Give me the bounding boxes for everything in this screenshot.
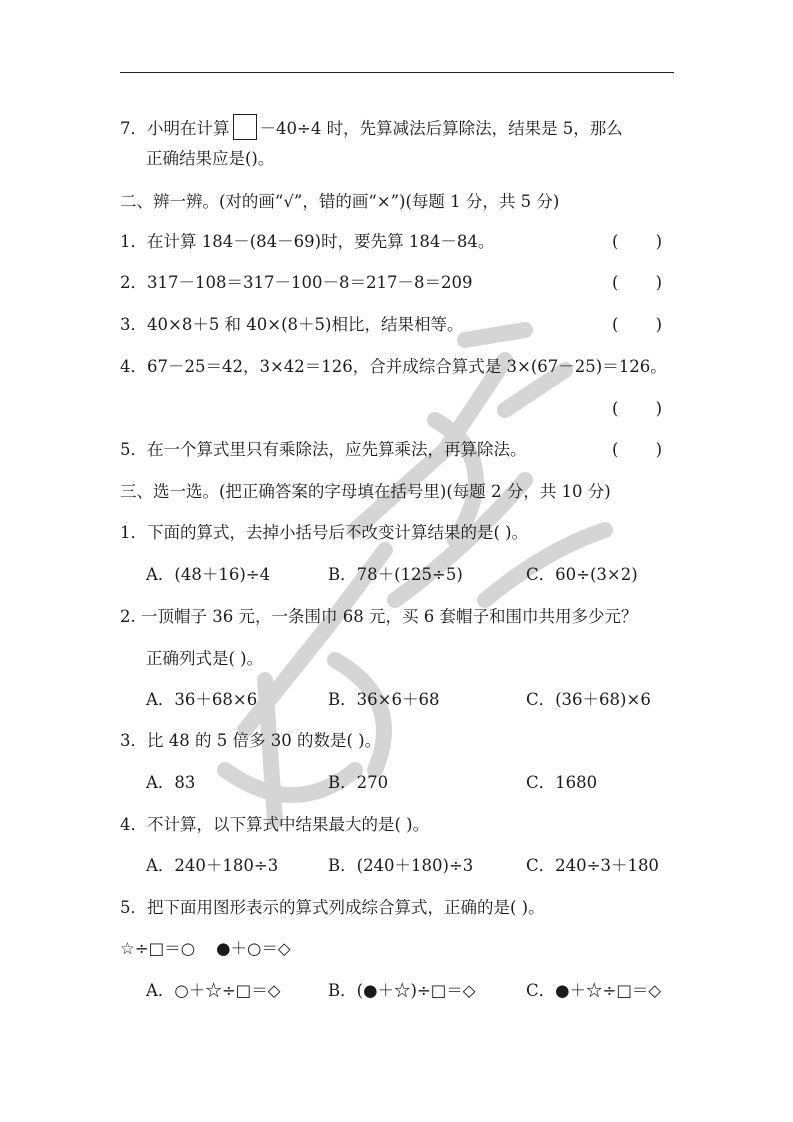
s3-q3-option-a: A．83 [146,773,196,792]
s3-q4-option-b: B．(240＋180)÷3 [328,856,474,875]
paren-close: ) [655,440,662,459]
s2-item-4: 4．67－25＝42，3×42＝126，合并成综合算式是 3×(67－25)＝126。 [120,357,667,376]
s3-q5-option-c: C．●＋☆÷□＝◇ [526,981,662,1000]
s3-q3-option-b: B．270 [328,773,389,792]
s3-q5-text: 5．把下面用图形表示的算式列成综合算式，正确的是( )。 [120,898,545,917]
s2-answer-paren-1[interactable] [612,232,662,252]
s2-item-5: 5．在一个算式里只有乘除法，应先算乘法，再算除法。 [120,440,527,459]
paren-open: ( [612,232,619,251]
q7-line1 [120,114,623,140]
s2-item-1: 1．在计算 184－(84－69)时，要先算 184－84。 [120,232,495,251]
header-rule [120,72,674,73]
s3-q2-text: 2. 一顶帽子 36 元，一条围巾 68 元，买 6 套帽子和围巾共用多少元？ [120,607,638,626]
s2-item-3: 3．40×8＋5 和 40×(8＋5)相比，结果相等。 [120,315,464,334]
paren-open: ( [612,273,619,292]
s3-q2-text2: 正确列式是( )。 [146,649,264,668]
s2-answer-paren-3[interactable] [612,315,662,335]
s3-q2-option-c: C．(36＋68)×6 [526,690,651,709]
q7-text-part2: －40÷4 时，先算减法后算除法，结果是 5，那么 [259,119,623,138]
section3-heading: 三、选一选。(把正确答案的字母填在括号里)(每题 2 分，共 10 分) [120,482,611,501]
s3-q2-option-a: A．36＋68×6 [146,690,258,709]
section2-heading: 二、辨一辨。(对的画“√”，错的画“×”)(每题 1 分，共 5 分) [120,192,560,211]
s3-q3-text: 3．比 48 的 5 倍多 30 的数是( )。 [120,731,382,750]
s3-q1-option-c: C．60÷(3×2) [526,565,638,584]
paren-close: ) [655,315,662,334]
s2-answer-paren-4[interactable] [612,399,662,419]
s3-q5-option-b: B．(●＋☆)÷□＝◇ [328,981,476,1000]
paren-close: ) [655,399,662,418]
q7-line2: 正确结果应是()。 [146,149,275,168]
s3-q4-option-a: A．240＋180÷3 [146,856,279,875]
s2-answer-paren-5[interactable] [612,440,662,460]
q7-blank-box [233,114,257,140]
paren-close: ) [655,232,662,251]
s3-q5-symbols: ☆÷□＝○ ●＋○＝◇ [120,939,291,958]
q7-text-part1: 7．小明在计算 [120,119,230,138]
s2-answer-paren-2[interactable] [612,273,662,293]
paren-close: ) [655,273,662,292]
s3-q1-text: 1．下面的算式，去掉小括号后不改变计算结果的是( )。 [120,523,529,542]
s3-q4-text: 4．不计算，以下算式中结果最大的是( )。 [120,815,430,834]
s3-q5-option-a: A．○＋☆÷□＝◇ [146,981,281,1000]
s2-item-2: 2．317－108＝317－100－8＝217－8＝209 [120,273,473,292]
paren-open: ( [612,315,619,334]
s3-q1-option-a: A．(48＋16)÷4 [146,565,271,584]
s3-q1-option-b: B．78＋(125÷5) [328,565,463,584]
s3-q4-option-c: C．240÷3＋180 [526,856,659,875]
s3-q3-option-c: C．1680 [526,773,598,792]
s3-q2-option-b: B．36×6＋68 [328,690,440,709]
paren-open: ( [612,440,619,459]
paren-open: ( [612,399,619,418]
